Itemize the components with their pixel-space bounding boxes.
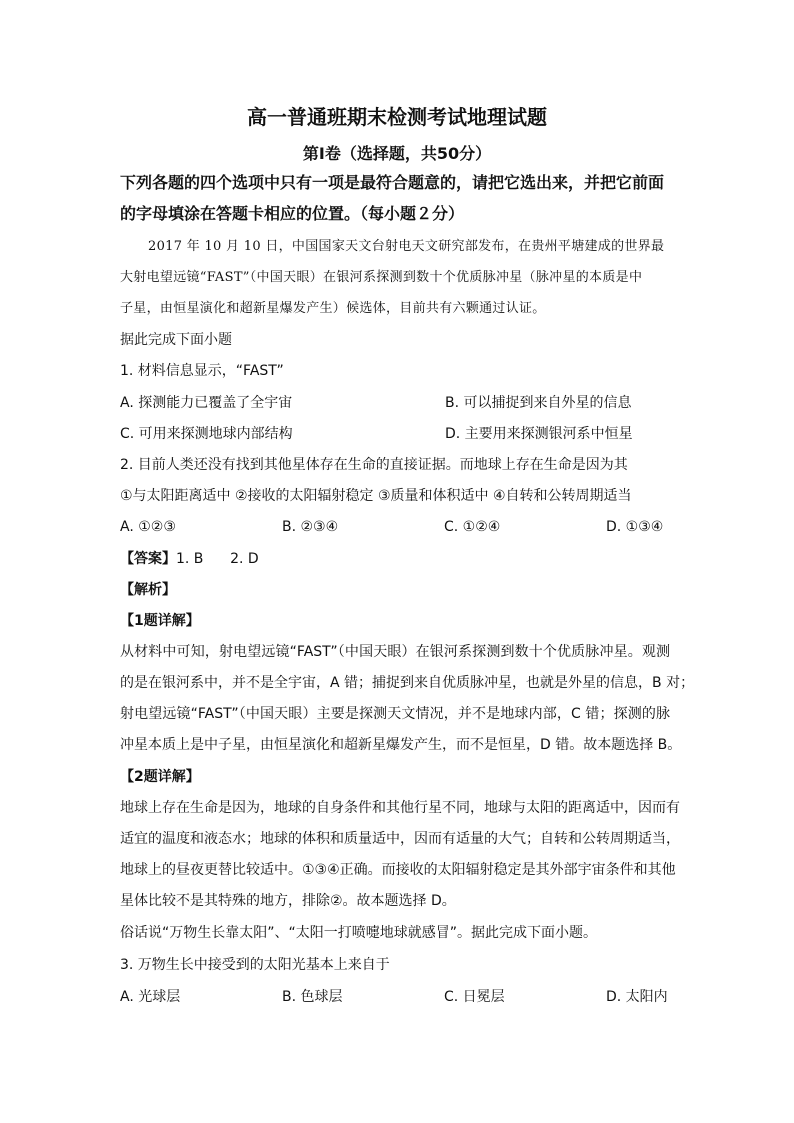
instruction-line-1: 下列各题的四个选项中只有一项是最符合题意的，请把它选出来，并把它前面 bbox=[120, 173, 665, 192]
q1-option-d: D. 主要用来探测银河系中恒星 bbox=[445, 426, 633, 442]
detail-1-text-2: 的是在银河系中，并不是全宇宙，A 错；捕捉到来自优质脉冲星，也就是外星的信息，B 对； bbox=[120, 675, 695, 691]
detail-1-text-1: 从材料中可知，射电望远镜“FAST”（中国天眼）在银河系探测到数十个优质脉冲星。观测 bbox=[120, 644, 670, 660]
detail-2-line-2 bbox=[120, 830, 680, 848]
lead-text-2: 俗话说“万物生长靠太阳”、“太阳一打喷嚏地球就感冒”。据此完成下面小题。 bbox=[120, 925, 598, 941]
q2-option-b: B. ②③④ bbox=[282, 519, 339, 535]
detail-1-text-4: 冲星本质上是中子星，由恒星演化和超新星爆发产生，而不是恒星，D 错。故本题选择 B。 bbox=[120, 737, 682, 753]
section-subtitle: 第Ⅰ卷（选择题，共50分） bbox=[302, 144, 492, 163]
detail-2-line-4: 星体比较不是其特殊的地方，排除②。故本题选择 D。 bbox=[120, 893, 456, 909]
detail-1-line-4 bbox=[120, 736, 682, 754]
page-title: 高一普通班期末检测考试地理试题 bbox=[247, 105, 547, 129]
instruction-line-2: 的字母填涂在答题卡相应的位置。（每小题２分） bbox=[120, 204, 465, 223]
q3-option-c: C. 日冕层 bbox=[444, 989, 505, 1005]
detail-1-line-2 bbox=[120, 674, 695, 692]
q2-option-a: A. ①②③ bbox=[120, 519, 176, 535]
detail-1-line-1 bbox=[120, 643, 670, 661]
question-2-conditions: ①与太阳距离适中 ②接收的太阳辐射稳定 ③质量和体积适中 ④自转和公转周期适当 bbox=[120, 488, 632, 504]
q1-option-a: A. 探测能力已覆盖了全宇宙 bbox=[120, 395, 293, 411]
answer-line bbox=[120, 550, 259, 568]
answer-tag: 【答案】 bbox=[120, 551, 176, 567]
lead-text-1: 据此完成下面小题 bbox=[120, 332, 232, 348]
q3-option-d: D. 太阳内 bbox=[606, 989, 668, 1005]
passage-line-3: 子星，由恒星演化和超新星爆发产生）候选体，目前共有六颗通过认证。 bbox=[120, 301, 546, 316]
q3-option-a: A. 光球层 bbox=[120, 989, 181, 1005]
detail-1-line-3 bbox=[120, 705, 670, 723]
q1-option-c: C. 可用来探测地球内部结构 bbox=[120, 426, 293, 442]
detail-2-line-3 bbox=[120, 861, 676, 879]
analysis-tag: 【解析】 bbox=[120, 582, 176, 598]
q3-option-b: B. 色球层 bbox=[282, 989, 343, 1005]
q1-option-b: B. 可以捕捉到来自外星的信息 bbox=[445, 395, 632, 411]
detail-2-text-3: 地球上的昼夜更替比较适中。①③④正确。而接收的太阳辐射稳定是其外部宇宙条件和其他 bbox=[120, 862, 676, 878]
q2-option-d: D. ①③④ bbox=[606, 519, 664, 535]
answer-text: 1. B 2. D bbox=[176, 551, 259, 567]
detail-2-text-2: 适宜的温度和液态水；地球的体积和质量适中，因而有适量的大气；自转和公转周期适当， bbox=[120, 831, 680, 847]
question-2-stem: 2. 目前人类还没有找到其他星体存在生命的直接证据。而地球上存在生命是因为其 bbox=[120, 457, 628, 473]
passage-line-2: 大射电望远镜“FAST”（中国天眼）在银河系探测到数十个优质脉冲星（脉冲星的本质是中 bbox=[120, 270, 643, 285]
detail-2-line-1 bbox=[120, 799, 680, 817]
question-3-stem: 3. 万物生长中接受到的太阳光基本上来自于 bbox=[120, 957, 390, 973]
detail-1-tag: 【1题详解】 bbox=[120, 613, 200, 629]
detail-2-tag: 【2题详解】 bbox=[120, 769, 200, 785]
question-1-stem: 1. 材料信息显示，“FAST” bbox=[120, 363, 284, 379]
detail-1-text-3: 射电望远镜“FAST”（中国天眼）主要是探测天文情况，并不是地球内部，C 错；探测的脉 bbox=[120, 706, 670, 722]
passage-line-1: 2017 年 10 月 10 日，中国国家天文台射电天文研究部发布，在贵州平塘建成的世界最 bbox=[148, 239, 665, 254]
detail-2-text-1: 地球上存在生命是因为，地球的自身条件和其他行星不同，地球与太阳的距离适中，因而有 bbox=[120, 800, 680, 816]
q2-option-c: C. ①②④ bbox=[444, 519, 501, 535]
